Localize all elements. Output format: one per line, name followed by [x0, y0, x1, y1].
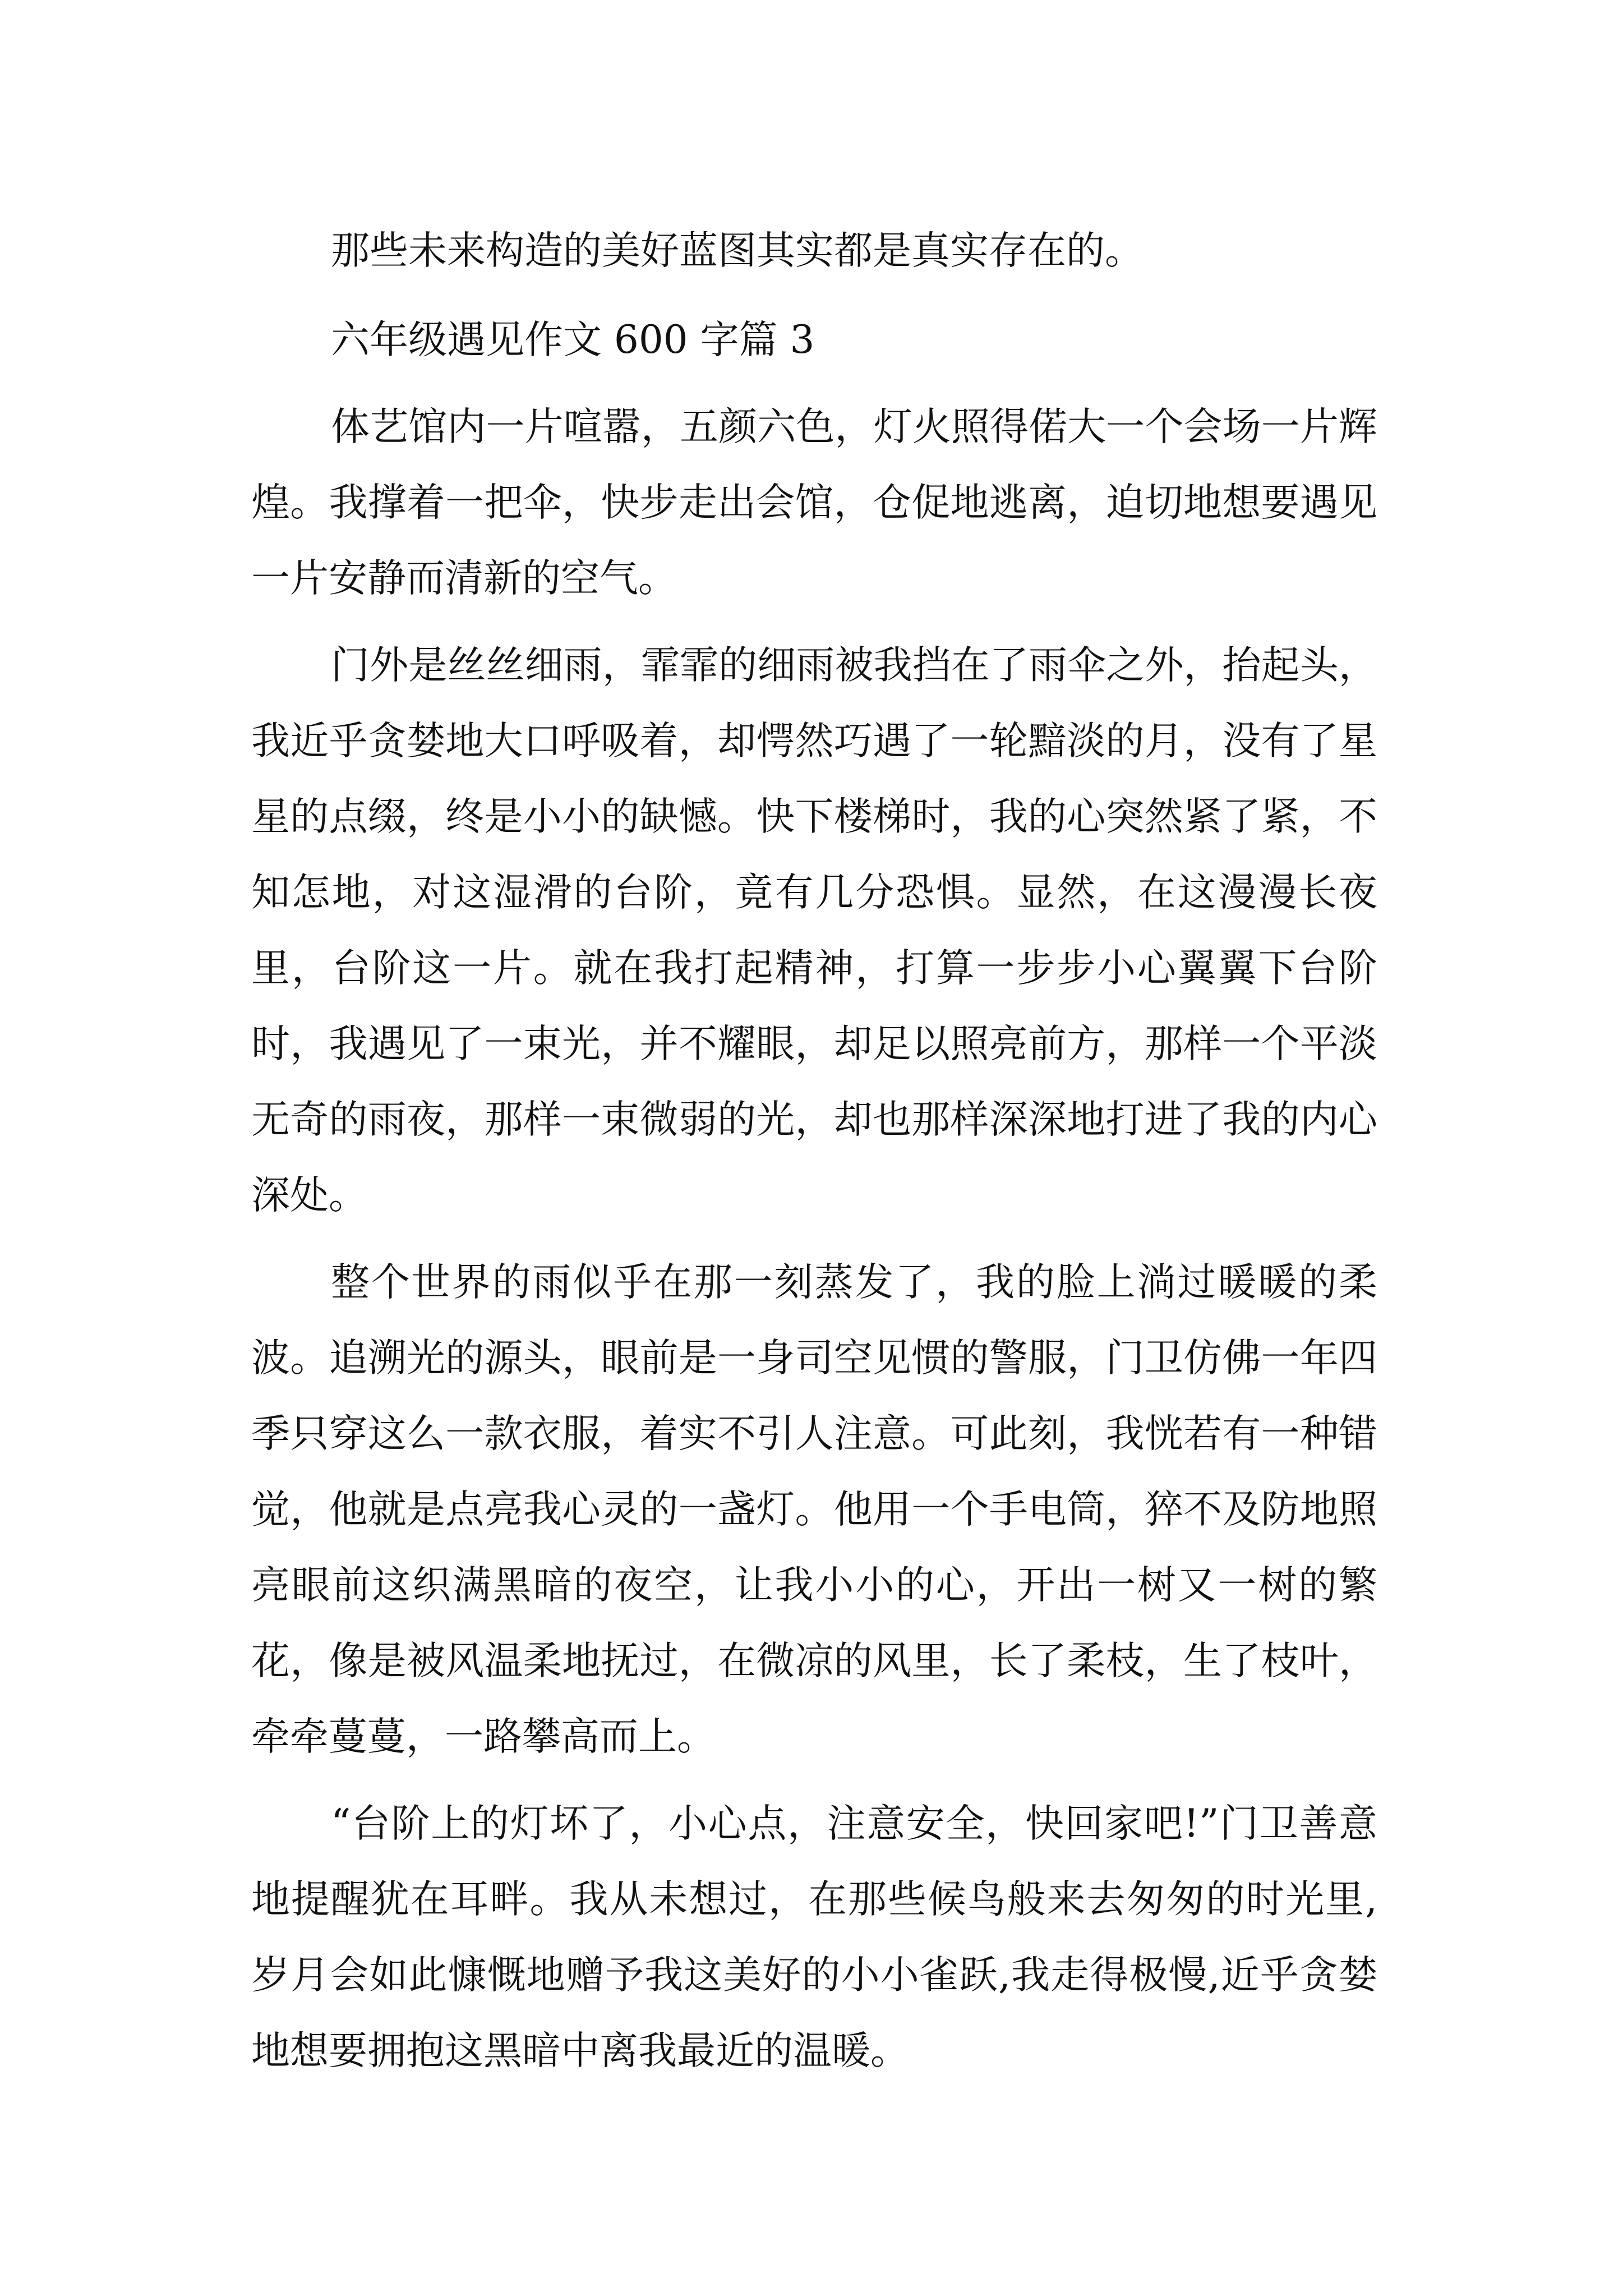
- paragraph: “台阶上的灯坏了，小心点，注意安全，快回家吧!”门卫善意地提醒犹在耳畔。我从未想过，在那些候鸟般来去匆匆的时光里,岁月会如此慷慨地赠予我这美好的小小雀跃,我走得极慢,近乎贪婪地想要拥抱这黑暗中离我最近的温暖。: [251, 1801, 1377, 2073]
- document-page: [251, 213, 1377, 2100]
- paragraph: 门外是丝丝细雨，霏霏的细雨被我挡在了雨伞之外，抬起头，我近乎贪婪地大口呼吸着，却愕然巧遇了一轮黯淡的月，没有了星星的点缀，终是小小的缺憾。快下楼梯时，我的心突然紧了紧，不知怎地，对这湿滑的台阶，竟有几分恐惧。显然，在这漫漫长夜里，台阶这一片。就在我打起精神，打算一步步小心翼翼下台阶时，我遇见了一束光，并不耀眼，却足以照亮前方，那样一个平淡无奇的雨夜，那样一束微弱的光，却也那样深深地打进了我的内心深处。: [251, 643, 1377, 1218]
- paragraph: 体艺馆内一片喧嚣，五颜六色，灯火照得偌大一个会场一片辉煌。我撑着一把伞，快步走出会馆，仓促地逃离，迫切地想要遇见一片安静而清新的空气。: [251, 404, 1377, 601]
- paragraph: 整个世界的雨似乎在那一刻蒸发了，我的脸上淌过暖暖的柔波。追溯光的源头，眼前是一身司空见惯的警服，门卫仿佛一年四季只穿这么一款衣服，着实不引人注意。可此刻，我恍若有一种错觉，他就是点亮我心灵的一盏灯。他用一个手电筒，猝不及防地照亮眼前这织满黑暗的夜空，让我小小的心，开出一树又一树的繁花，像是被风温柔地抚过，在微凉的风里，长了柔枝，生了枝叶，牵牵蔓蔓，一路攀高而上。: [251, 1260, 1377, 1759]
- section-heading: 六年级遇见作文 600 字篇 3: [331, 318, 815, 362]
- paragraph-opening: 那些未来构造的美好蓝图其实都是真实存在的。: [331, 228, 1144, 273]
